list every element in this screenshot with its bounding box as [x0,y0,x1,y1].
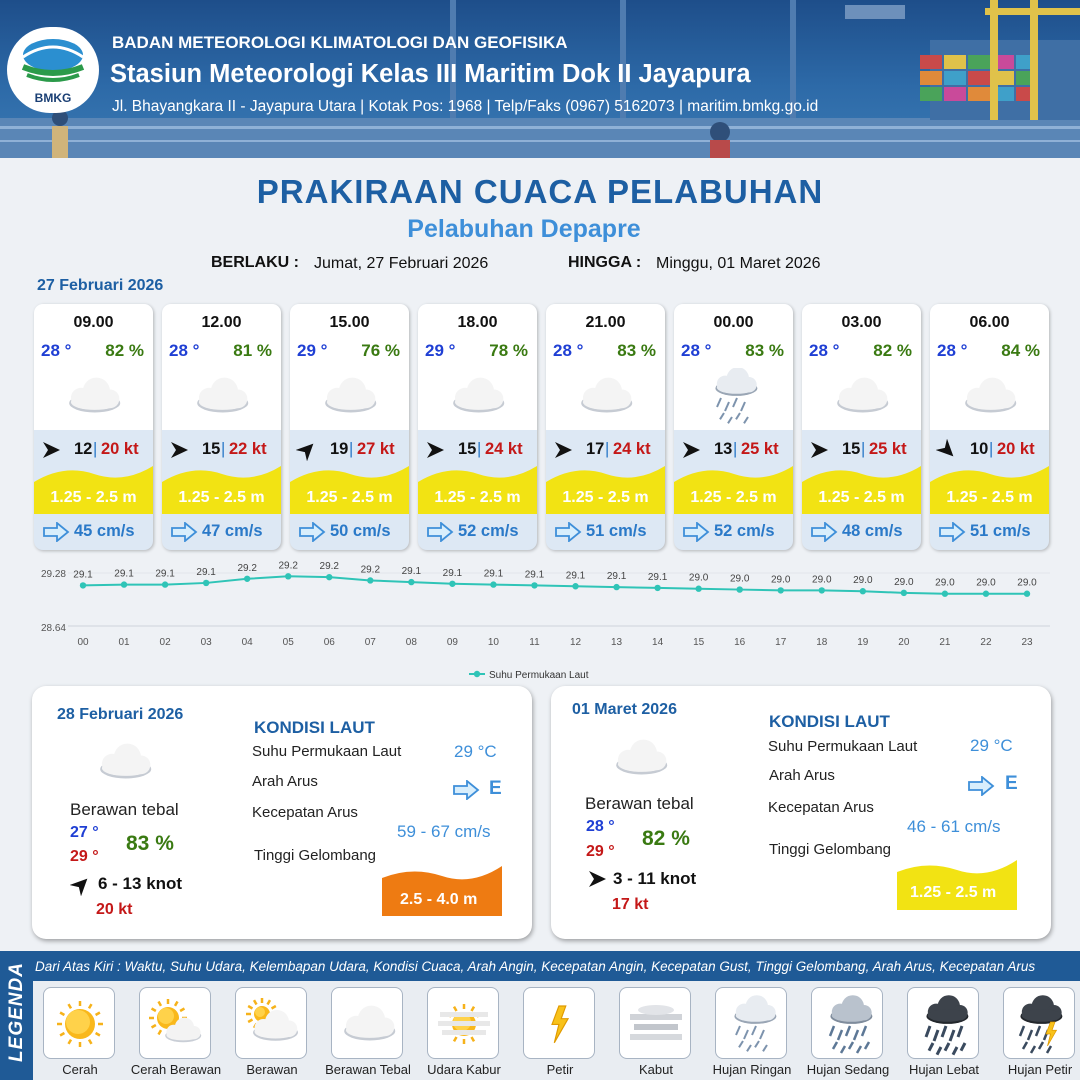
legend-icon-box [235,987,307,1059]
x-tick-label: 20 [898,637,910,648]
logo-text: BMKG [34,91,72,105]
data-point [531,582,537,588]
berawan-tebal-icon [313,368,385,424]
wind-direction-icon [424,439,446,461]
forecast-wind [34,437,153,461]
forecast-humidity: 76 % [361,341,400,360]
forecast-temperature: 28 ° [681,341,712,360]
berawan-tebal-icon [441,368,513,424]
wind-separator: | [733,440,738,458]
current-speed: 52 cm/s [458,522,519,540]
legend-icon-box [619,987,691,1059]
current-speed: 51 cm/s [970,522,1031,540]
x-tick-label: 19 [857,637,869,648]
wave-height: 1.25 - 2.5 m [690,489,777,506]
wave-height: 1.25 - 2.5 m [818,489,905,506]
hujan-petir-icon [1004,988,1076,1060]
legend-icon-box [811,987,883,1059]
legend-label: Petir [546,1062,574,1077]
daily-panel-1 [32,686,532,939]
daily-gust: 17 kt [612,896,649,913]
forecast-time: 15.00 [329,314,370,331]
berawan-tebal-icon [825,368,897,424]
wind-speed: 12 [74,440,93,458]
daily-panel-2 [551,686,1051,939]
data-point [613,584,619,590]
current-arrow-icon [810,522,838,542]
data-label: 29.1 [401,566,422,578]
data-point [285,573,291,579]
forecast-time: 12.00 [201,314,242,331]
header-banner [0,0,1080,158]
wind-direction-icon [936,439,958,461]
legend-icon-box [43,987,115,1059]
forecast-humidity: 81 % [233,341,272,360]
x-tick-label: 23 [1021,637,1033,648]
port-name: Pelabuhan Depapre [407,215,641,243]
legend-icon-box [907,987,979,1059]
wind-separator: | [349,440,354,458]
wind-separator: | [93,440,98,458]
current-arrow-icon [682,522,710,542]
wind-direction-icon [296,439,318,461]
data-label: 29.0 [729,573,750,585]
wind-gust: 27 kt [357,440,395,458]
forecast-card [930,304,1049,550]
berawan-tebal-icon [604,730,676,786]
forecast-current [418,517,537,547]
berawan-tebal-icon [569,368,641,424]
legend-item [706,987,802,1080]
station-address: Jl. Bhayangkara II - Jayapura Utara | Kotak Pos: 1968 | Telp/Faks (0967) 5162073 | maritim.bmkg.go.id [112,98,819,115]
current-arrow-icon [298,522,326,542]
forecast-humidity: 78 % [489,341,528,360]
legend-icon-box [523,987,595,1059]
forecast-card [802,304,921,550]
hujan-ringan-icon [716,988,788,1060]
data-point [736,586,742,592]
hujan-sedang-icon [812,988,884,1060]
forecast-wind [802,437,921,461]
data-point [901,590,907,596]
legend-icon-box [715,987,787,1059]
bmkg-logo [7,27,99,113]
forecast-current [290,517,409,547]
berawan-icon [236,988,308,1060]
wind-direction-icon [552,439,574,461]
wind-direction-icon [168,439,190,461]
berawan-tebal-icon [953,368,1025,424]
daily-condition: Berawan tebal [70,800,179,819]
data-point [654,585,660,591]
current-speed-label: Kecepatan Arus [768,799,874,816]
forecast-current [546,517,665,547]
current-arrow-icon [170,522,198,542]
forecast-wind [546,437,665,461]
station-name: Stasiun Meteorologi Kelas III Maritim Dok II Jayapura [110,60,751,88]
x-tick-label: 11 [529,637,540,648]
current-speed-value: 59 - 67 cm/s [397,822,491,841]
legend-item [130,987,226,1080]
forecast-time: 06.00 [969,314,1010,331]
forecast-time: 21.00 [585,314,626,331]
legend-side-label: LEGENDA [0,951,33,1080]
wind-direction-icon [680,439,702,461]
data-point [1024,591,1030,597]
data-point [244,576,250,582]
udara-kabur-icon [428,988,500,1060]
sst-chart [30,560,1050,680]
berawan-tebal-icon [185,368,257,424]
legend-item [898,987,994,1080]
x-tick-label: 16 [734,637,746,648]
forecast-card [162,304,281,550]
x-tick-label: 21 [939,637,951,648]
legend-icon-box [331,987,403,1059]
data-label: 29.1 [524,569,545,581]
data-point [326,574,332,580]
wind-direction-icon [808,439,830,461]
legend-item [226,987,322,1080]
wave-height: 1.25 - 2.5 m [50,489,137,506]
forecast-wind [930,437,1049,461]
wind-speed: 17 [586,440,605,458]
berawan-tebal-icon [88,734,160,790]
wind-separator: | [861,440,866,458]
data-point [367,577,373,583]
data-label: 29.0 [976,577,996,589]
current-arrow-icon [967,776,995,796]
daily-humidity: 83 % [126,832,174,855]
legend-label: Cerah Berawan [130,1062,222,1077]
x-tick-label: 15 [693,637,705,648]
wave-height: 1.25 - 2.5 m [178,489,265,506]
legend-item [994,987,1080,1080]
data-label: 29.1 [155,568,175,580]
wave-height: 1.25 - 2.5 m [562,489,649,506]
x-tick-label: 17 [775,637,787,648]
x-tick-label: 00 [77,637,89,648]
legend [0,951,1080,1080]
legend-icon-box [139,987,211,1059]
x-tick-label: 07 [364,637,376,648]
wind-gust: 20 kt [101,440,139,458]
forecast-temperature: 28 ° [937,341,968,360]
valid-to-label: HINGGA : [568,254,642,271]
x-tick-label: 18 [816,637,828,648]
forecast-wind [418,437,537,461]
wind-speed: 13 [714,440,733,458]
daily-temp-min: 28 ° [586,818,615,835]
chart-legend-label: Suhu Permukaan Laut [489,670,589,680]
daily-temp-max: 29 ° [70,848,99,865]
forecast-card [290,304,409,550]
legend-label: Hujan Petir [1007,1062,1073,1077]
valid-to-value: Minggu, 01 Maret 2026 [656,255,821,272]
forecast-humidity: 83 % [745,341,784,360]
cerah-berawan-icon [140,988,212,1060]
data-point [162,581,168,587]
x-tick-label: 12 [569,637,582,648]
kondisi-laut-title: KONDISI LAUT [769,712,890,731]
data-label: 29.1 [442,567,463,579]
wave-value: 2.5 - 4.0 m [400,891,478,908]
valid-from-label: BERLAKU : [211,254,299,271]
current-arrow-icon [938,522,966,542]
data-label: 29.0 [688,572,709,584]
current-arrow-icon [426,522,454,542]
current-dir-label: Arah Arus [252,773,318,790]
data-label: 29.1 [647,571,668,583]
data-label: 29.0 [812,574,832,586]
current-speed-label: Kecepatan Arus [252,804,358,821]
data-point [860,588,866,594]
data-point [449,581,455,587]
forecast-current [162,517,281,547]
wave-height: 1.25 - 2.5 m [946,489,1033,506]
data-point [942,591,948,597]
legend-item [514,987,610,1080]
forecast-humidity: 84 % [1001,341,1040,360]
data-label: 29.0 [935,577,955,589]
forecast-temperature: 28 ° [553,341,584,360]
data-label: 29.2 [278,560,298,572]
current-dir-value: E [489,778,502,799]
current-speed: 47 cm/s [202,522,263,540]
legend-item [802,987,898,1080]
berawan-tebal-icon [57,368,129,424]
wind-direction-icon [586,868,608,890]
x-tick-label: 10 [487,637,499,648]
forecast-time: 00.00 [713,314,754,331]
legend-label: Udara Kabur [427,1062,501,1077]
current-arrow-icon [42,522,70,542]
wind-direction-icon [70,874,92,896]
data-label: 29.0 [1017,577,1037,589]
forecast-time: 09.00 [73,314,114,331]
daily-humidity: 82 % [642,827,690,850]
x-tick-label: 06 [323,637,335,648]
legend-description: Dari Atas Kiri : Waktu, Suhu Udara, Kelembapan Udara, Kondisi Cuaca, Arah Angin, Kecepatan Angin, Kecepatan Gust, Tinggi Gelombang, Arah Arus, Kecepatan Arus [33,951,1080,981]
legend-item [34,987,130,1080]
legend-label: Kabut [639,1062,673,1077]
forecast-temperature: 29 ° [297,341,328,360]
x-tick-label: 14 [652,637,664,648]
wind-speed: 10 [970,440,989,458]
wind-separator: | [221,440,226,458]
data-label: 29.1 [606,571,627,583]
data-point [203,580,209,586]
forecast-wind [290,437,409,461]
wind-gust: 25 kt [741,440,779,458]
wind-speed: 19 [330,440,349,458]
forecast-temperature: 28 ° [169,341,200,360]
data-point [819,587,825,593]
berawan-tebal-icon [332,988,404,1060]
y-tick-label: 29.28 [40,569,66,580]
daily-date: 28 Februari 2026 [57,706,184,723]
sst-value: 29 °C [970,736,1013,755]
x-tick-label: 04 [241,637,253,648]
legend-label: Hujan Sedang [806,1062,890,1077]
data-point [408,579,414,585]
daily-condition: Berawan tebal [585,794,694,813]
wind-gust: 25 kt [869,440,907,458]
x-tick-label: 13 [611,637,623,648]
forecast-humidity: 82 % [105,341,144,360]
data-point [983,591,989,597]
legend-icon-box [1003,987,1075,1059]
x-tick-label: 22 [980,637,992,648]
kondisi-laut-title: KONDISI LAUT [254,718,375,737]
current-speed: 50 cm/s [330,522,391,540]
data-label: 29.1 [483,568,504,580]
current-arrow-icon [554,522,582,542]
forecast-card [674,304,793,550]
x-tick-label: 08 [405,637,417,648]
current-arrow-icon [452,780,480,800]
wind-separator: | [477,440,482,458]
page-title: PRAKIRAAN CUACA PELABUHAN [256,173,824,210]
data-point [572,583,578,589]
data-label: 29.0 [771,574,791,586]
forecast-time: 18.00 [457,314,498,331]
forecast-wind [162,437,281,461]
org-name: BADAN METEOROLOGI KLIMATOLOGI DAN GEOFISIKA [112,33,568,52]
wind-direction-icon [40,439,62,461]
current-speed: 52 cm/s [714,522,775,540]
data-label: 29.2 [319,561,339,573]
data-point [490,581,496,587]
current-speed-value: 46 - 61 cm/s [907,817,1001,836]
legend-label: Berawan Tebal [325,1062,411,1077]
valid-from-value: Jumat, 27 Februari 2026 [314,255,489,272]
daily-date: 01 Maret 2026 [572,701,677,718]
current-speed: 51 cm/s [586,522,647,540]
wind-speed: 15 [202,440,221,458]
data-point [778,587,784,593]
current-speed: 48 cm/s [842,522,903,540]
legend-item [322,987,418,1080]
data-point [121,581,127,587]
forecast-temperature: 28 ° [41,341,72,360]
legend-item [418,987,514,1080]
sst-label: Suhu Permukaan Laut [252,743,402,760]
day1-date: 27 Februari 2026 [37,277,164,294]
current-dir-label: Arah Arus [769,767,835,784]
forecast-humidity: 83 % [617,341,656,360]
legend-label: Hujan Lebat [908,1062,980,1077]
forecast-card [418,304,537,550]
forecast-time: 03.00 [841,314,882,331]
wind-gust: 24 kt [613,440,651,458]
forecast-card [546,304,665,550]
wind-gust: 22 kt [229,440,267,458]
wind-speed: 15 [842,440,861,458]
sst-label: Suhu Permukaan Laut [768,738,918,755]
legend-icon-box [427,987,499,1059]
legend-label: Hujan Ringan [712,1062,792,1077]
x-tick-label: 05 [282,637,294,648]
legend-item [610,987,706,1080]
legend-label: Cerah [62,1062,98,1077]
forecast-current [34,517,153,547]
cerah-icon [44,988,116,1060]
daily-gust: 20 kt [96,901,133,918]
hujan-ringan-icon [697,368,769,424]
wave-height: 1.25 - 2.5 m [434,489,521,506]
y-tick-label: 28.64 [40,623,66,634]
data-label: 29.0 [894,576,914,588]
current-dir-value: E [1005,773,1018,794]
legend-label: Berawan [246,1062,298,1077]
wind-gust: 24 kt [485,440,523,458]
daily-wind: 3 - 11 knot [613,869,697,888]
forecast-current [802,517,921,547]
data-label: 29.1 [196,566,216,578]
data-point [695,586,701,592]
daily-temp-min: 27 ° [70,824,99,841]
kabut-icon [620,988,692,1060]
legend-marker [474,671,480,677]
data-label: 29.1 [114,568,134,580]
forecast-current [674,517,793,547]
forecast-temperature: 29 ° [425,341,456,360]
wind-separator: | [989,440,994,458]
data-label: 29.2 [237,562,257,574]
forecast-humidity: 82 % [873,341,912,360]
daily-wind: 6 - 13 knot [98,874,183,893]
forecast-temperature: 28 ° [809,341,840,360]
wave-label: Tinggi Gelombang [769,841,892,858]
forecast-current [930,517,1049,547]
data-label: 29.1 [73,569,93,581]
petir-icon [524,988,596,1060]
x-tick-label: 02 [159,637,171,648]
data-point [80,582,86,588]
wind-gust: 20 kt [997,440,1035,458]
wind-separator: | [605,440,610,458]
data-label: 29.2 [360,564,381,576]
wave-height: 1.25 - 2.5 m [306,489,393,506]
wind-speed: 15 [458,440,477,458]
wave-value: 1.25 - 2.5 m [910,884,997,901]
data-label: 29.1 [565,570,586,582]
data-label: 29.0 [853,575,873,587]
wave-label: Tinggi Gelombang [254,847,377,864]
forecast-card [34,304,153,550]
daily-temp-max: 29 ° [586,843,615,860]
x-tick-label: 03 [200,637,212,648]
x-tick-label: 01 [118,637,130,648]
sst-value: 29 °C [454,742,497,761]
forecast-wind [674,437,793,461]
x-tick-label: 09 [446,637,458,648]
hujan-lebat-icon [908,988,980,1060]
current-speed: 45 cm/s [74,522,135,540]
